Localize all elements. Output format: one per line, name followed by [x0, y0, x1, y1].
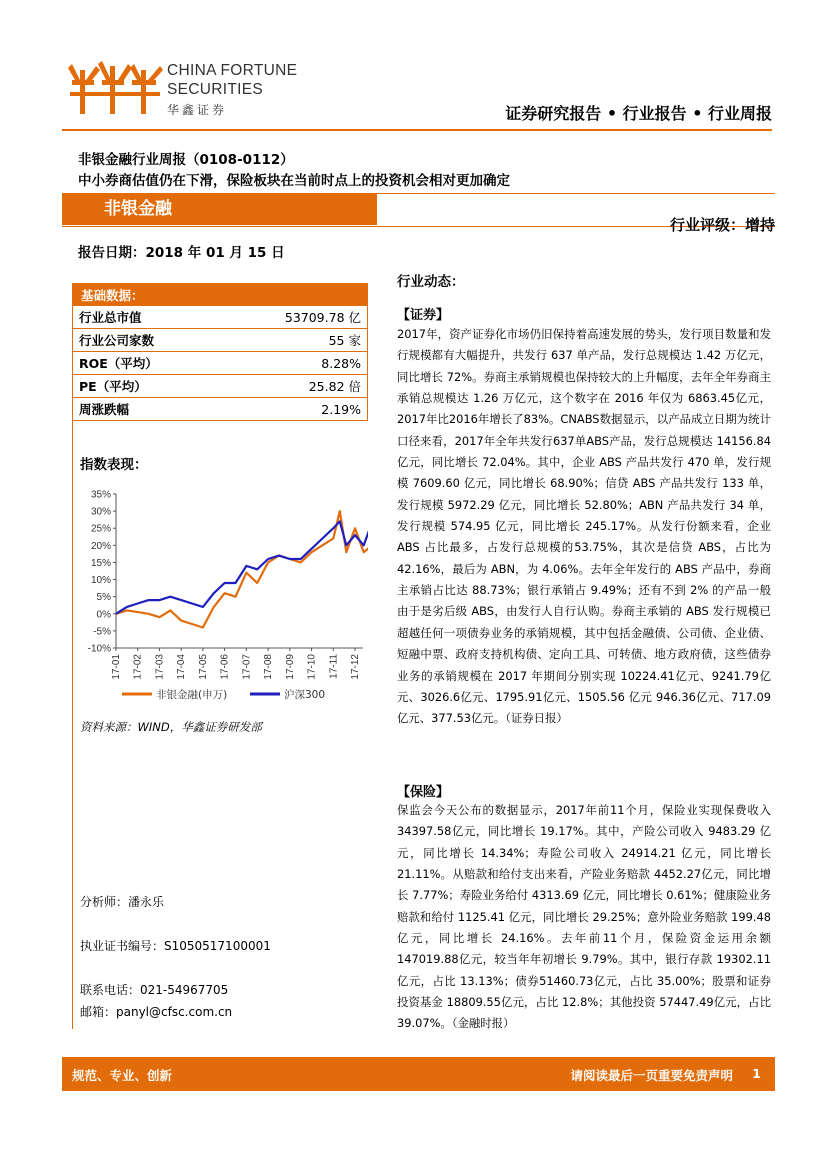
row-value: 25.82 倍: [222, 375, 367, 398]
chart-source: 资料来源：WIND，华鑫证券研发部: [80, 720, 262, 734]
y-tick-label: 20%: [90, 540, 111, 552]
row-label: 行业总市值: [73, 306, 223, 329]
x-tick-label: 17-06: [219, 654, 231, 680]
securities-heading: 【证券】: [397, 308, 450, 323]
y-tick-label: -10%: [87, 643, 111, 655]
y-tick-label: 10%: [90, 575, 111, 587]
row-label: 周涨跌幅: [73, 398, 223, 421]
y-tick-label: 15%: [90, 557, 111, 569]
securities-paragraph: 2017年，资产证券化市场仍旧保持着高速发展的势头，发行项目数量和发行规模都有大幅提升，共发行 637 单产品，发行总规模达 1.42 万亿元，同比增长 72%。券商主承销规模也保持较大的上升幅度，去年全年券商主承销总规模达 1.26 万亿元，这个数字在 2016 年仅为 6863.45亿元，2017年比2016年增长了83%。CNABS数据显示，以产品成立日期为统计口径来看，2017年全年共发行637单ABS产品，发行总规模达 14156.84亿元，同比增长 72.04%。其中，企业 ABS 产品共发行 470 单，发行规模 7609.60 亿元，同比增长 68.90%；信贷 ABS 产品共发行 133 单，发行规模 5972.29 亿元，同比增长 52.80%；ABN 产品共发行 34 单，发行规模 574.95 亿元，同比增长 245.17%。从发行份额来看，企业 ABS 占比最多，占发行总规模的53.75%，其次是信贷 ABS，占比为 42.16%，最后为 ABN，为 4.06%。去年全年发行的 ABS 产品中，券商主承销占比达 88.73%；银行承销占 9.49%；还有不到 2% 的产品一般由于是劣后级 ABS，由发行人自行认购。券商主承销的 ABS 发行规模已超越任何一项债券业务的承销规模，其中包括金融债、公司债、企业债、短融中票、政府支持机构债、定向工具、可转债、地方政府债，这些债券业务的承销规模在 2017 年期间分别实现 10224.41亿元、9241.79亿元、3026.6亿元、1795.91亿元、1505.56 亿元 946.36亿元、717.09亿元、377.53亿元。（证券日报）: [397, 327, 771, 726]
company-logo: [66, 58, 296, 122]
row-value: 2.19%: [222, 398, 367, 421]
analyst-email: 邮箱：panyl@cfsc.com.cn: [80, 1005, 233, 1019]
x-tick-label: 17-11: [328, 654, 340, 679]
legend-label: 非银金融(申万): [156, 689, 228, 701]
brand-english-line1: CHINA FORTUNE: [167, 62, 298, 79]
brand-english-line2: SECURITIES: [167, 81, 264, 98]
row-value: 55 家: [222, 329, 367, 352]
table-row: [73, 398, 368, 421]
footer-bar: [62, 1057, 775, 1091]
analyst-license: 执业证书编号：S1050517100001: [80, 939, 271, 953]
page-number: 1: [752, 1066, 761, 1081]
y-tick-label: 35%: [90, 489, 111, 501]
index-performance-chart: [78, 486, 368, 711]
basic-data-heading: 基础数据：: [73, 284, 368, 306]
y-tick-label: 25%: [90, 523, 111, 535]
fortune-tree-logo-icon: [66, 58, 164, 122]
report-title: 非银金融行业周报（0108-0112）: [78, 152, 294, 168]
footer-slogan: 规范、专业、创新: [72, 1068, 173, 1083]
table-row: [73, 306, 368, 329]
sector-name: 非银金融: [62, 194, 377, 225]
basic-data-table: [72, 283, 368, 421]
x-tick-label: 17-08: [263, 654, 275, 680]
report-date: 报告日期：2018 年 01 月 15 日: [78, 245, 285, 261]
insurance-heading: 【保险】: [397, 785, 450, 800]
x-tick-label: 17-03: [154, 654, 166, 680]
footer-disclaimer: 请阅读最后一页重要免责声明: [570, 1068, 733, 1083]
header-divider: [62, 129, 772, 131]
industry-dynamics-title: 行业动态：: [397, 274, 465, 290]
series-line-hs300: [116, 521, 368, 613]
table-row: [73, 375, 368, 398]
y-tick-label: -5%: [93, 626, 111, 638]
analyst-phone: 联系电话：021-54967705: [80, 983, 229, 997]
brand-chinese-name: 华鑫证券: [167, 103, 228, 117]
table-row: [73, 352, 368, 375]
index-performance-title: 指数表现：: [80, 457, 148, 473]
industry-rating: 行业评级：增持: [669, 216, 775, 234]
analyst-name: 分析师：潘永乐: [80, 895, 165, 909]
row-value: 53709.78 亿: [222, 306, 367, 329]
report-category: 证券研究报告 • 行业报告 • 行业周报: [505, 104, 772, 123]
row-label: PE（平均）: [73, 375, 223, 398]
row-label: ROE（平均）: [73, 352, 223, 375]
x-tick-label: 17-10: [306, 654, 318, 680]
y-tick-label: 30%: [90, 506, 111, 518]
x-tick-label: 17-07: [241, 654, 253, 680]
legend-label: 沪深300: [284, 689, 326, 701]
x-tick-label: 17-09: [284, 654, 296, 680]
insurance-paragraph: 保监会今天公布的数据显示，2017年前11个月，保险业实现保费收入 34397.58亿元，同比增长 19.17%。其中，产险公司收入 9483.29 亿元，同比增长 14.34%；寿险公司收入 24914.21 亿元，同比增长 21.11%。从赔款和给付支出来看，产险业务赔款 4452.27亿元，同比增长 7.77%；寿险业务给付 4313.69 亿元，同比增长 0.61%；健康险业务赔款和给付 1125.41 亿元，同比增长 29.25%；意外险业务赔款 199.48 亿元，同比增长 24.16%。去年前11个月，保险资金运用余额 147019.88亿元，较当年年初增长 9.79%。其中，银行存款 19302.11 亿元，占比 13.13%；债券51460.73亿元，占比 35.00%；股票和证券投资基金 18809.55亿元，占比 12.8%；其他投资 57447.49亿元，占比 39.07%。（金融时报）: [397, 803, 771, 1031]
row-value: 8.28%: [222, 352, 367, 375]
series-line-nonbank: [116, 511, 368, 627]
x-tick-label: 17-04: [176, 654, 188, 680]
x-tick-label: 17-05: [197, 654, 209, 680]
y-tick-label: 5%: [96, 592, 111, 604]
y-tick-label: 0%: [96, 609, 111, 621]
x-tick-label: 17-02: [132, 654, 144, 680]
sector-bar: [62, 193, 775, 234]
row-label: 行业公司家数: [73, 329, 223, 352]
x-tick-label: 17-12: [350, 654, 361, 680]
report-subtitle: 中小券商估值仍在下滑，保险板块在当前时点上的投资机会相对更加确定: [78, 173, 510, 189]
x-tick-label: 17-01: [111, 654, 122, 680]
table-row: [73, 329, 368, 352]
